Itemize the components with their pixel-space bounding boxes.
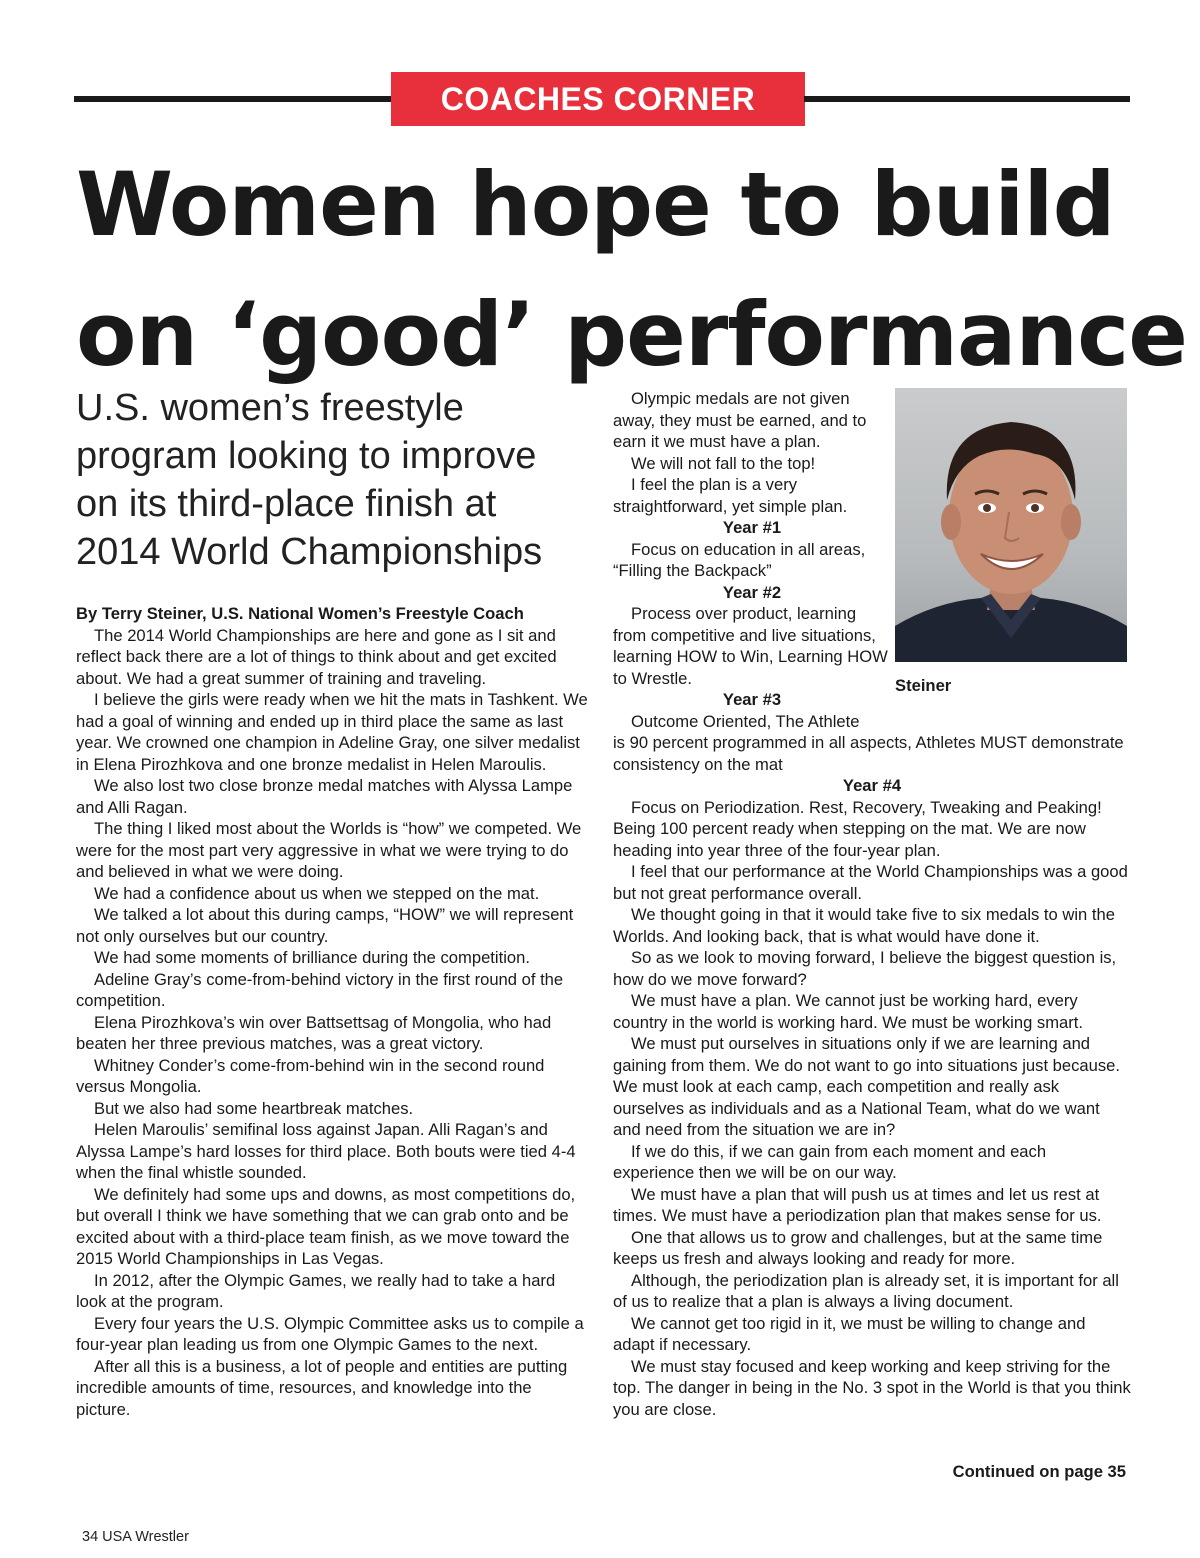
paragraph: We must have a plan that will push us at times and let us rest at times. We must have a periodization plan that makes sense for us. (613, 1184, 1102, 1225)
header-rule-left (74, 96, 392, 102)
paragraph: Every four years the U.S. Olympic Committee asks us to compile a four-year plan leading us from one Olympic Games to the next. (76, 1313, 584, 1354)
deck-line-1: U.S. women’s freestyle (76, 387, 464, 429)
paragraph: We cannot get too rigid in it, we must be willing to change and adapt if necessary. (613, 1313, 1086, 1354)
section-label: COACHES CORNER (391, 72, 805, 126)
deck-line-2: program looking to improve (76, 435, 537, 477)
paragraph: I feel that our performance at the World Championships was a good but not great performance overall. (613, 862, 1128, 903)
year-2-heading: Year #2 (722, 582, 782, 602)
paragraph: We also lost two close bronze medal matches with Alyssa Lampe and Alli Ragan. (76, 776, 573, 817)
paragraph: I believe the girls were ready when we hit the mats in Tashkent. We had a goal of winning and ended up in third place the same as last year. We crowned one champion in Adeline Gray, one silver medalist in Elena Pirozhkova and one bronze medalist in Helen Maroulis. (76, 690, 588, 774)
paragraph: So as we look to moving forward, I believe the biggest question is, how do we move forward? (613, 948, 1117, 989)
continued-on-page: Continued on page 35 (952, 1462, 1126, 1481)
photo-caption: Steiner (895, 676, 952, 695)
paragraph: Olympic medals are not given away, they must be earned, and to earn it we must have a plan. (613, 389, 867, 451)
year-3-heading: Year #3 (722, 690, 782, 709)
right-column-top (613, 388, 891, 732)
portrait-image (895, 388, 1127, 662)
paragraph: We had a confidence about us when we stepped on the mat. (94, 883, 540, 903)
paragraph: Focus on education in all areas, “Filling the Backpack” (613, 539, 866, 580)
paragraph: We thought going in that it would take five to six medals to win the Worlds. And looking back, that is what would have done it. (613, 905, 1115, 946)
paragraph: We had some moments of brilliance during the competition. (94, 948, 530, 967)
paragraph: Outcome Oriented, The Athlete (631, 711, 860, 731)
deck-line-3: on its third-place finish at (76, 483, 497, 525)
coach-photo (895, 388, 1127, 662)
paragraph: Process over product, learning from competitive and live situations, learning HOW to Win, Learning HOW to Wrestle. (613, 604, 888, 688)
paragraph: If we do this, if we can gain from each moment and each experience then we will be on our way. (613, 1141, 1047, 1182)
deck-line-4: 2014 World Championships (76, 531, 543, 573)
paragraph: The thing I liked most about the Worlds is “how” we competed. We were for the most part very aggressive in what we were trying to do and believed in what we were doing. (76, 819, 582, 881)
headline (76, 140, 1187, 400)
paragraph: We must put ourselves in situations only if we are learning and gaining from them. We do not want to go into situations just because. We must look at each camp, each competition and really ask ourselves as individuals and as a National Team, what do we want and need from the situation we are in? (613, 1034, 1121, 1139)
paragraph: We will not fall to the top! (631, 453, 816, 473)
paragraph: After all this is a business, a lot of people and entities are putting incredible amounts of time, resources, and knowledge into the picture. (76, 1356, 568, 1419)
deck (76, 384, 586, 576)
paragraph: Adeline Gray’s come-from-behind victory in the first round of the competition. (76, 969, 564, 1010)
year-1-heading: Year #1 (722, 518, 782, 537)
header-rule-right (804, 96, 1130, 102)
paragraph: is 90 percent programmed in all aspects, Athletes MUST demonstrate consistency on the mat (613, 733, 1124, 774)
paragraph: But we also had some heartbreak matches. (94, 1098, 414, 1118)
paragraph: We must have a plan. We cannot just be working hard, every country in the world is working hard. We must be working smart. (613, 991, 1084, 1032)
paragraph: Whitney Conder’s come-from-behind win in the second round versus Mongolia. (76, 1055, 545, 1096)
paragraph: One that allows us to grow and challenges, but at the same time keeps us fresh and always looking and ready for more. (613, 1227, 1103, 1268)
paragraph: We talked a lot about this during camps, “HOW” we will represent not only ourselves but our country. (76, 905, 574, 946)
paragraph: Elena Pirozhkova’s win over Battsettsag of Mongolia, who had beaten her three previous matches, was a great victory. (76, 1012, 552, 1053)
right-column-bottom (613, 732, 1131, 1420)
paragraph: We definitely had some ups and downs, as most competitions do, but overall I think we have something that we can grab onto and be excited about with a third-place team finish, as we move toward the 2015 World Championships in Las Vegas. (76, 1184, 576, 1268)
page-folio: 34 USA Wrestler (82, 1529, 189, 1545)
paragraph: Although, the periodization plan is already set, it is important for all of us to realize that a plan is always a living document. (613, 1270, 1119, 1311)
headline-line-1: Women hope to build (76, 153, 1115, 256)
paragraph: In 2012, after the Olympic Games, we really had to take a hard look at the program. (76, 1270, 556, 1311)
paragraph: Focus on Periodization. Rest, Recovery, Tweaking and Peaking! Being 100 percent ready when stepping on the mat. We are now heading into year three of the four-year plan. (613, 797, 1102, 860)
paragraph: Helen Maroulis’ semifinal loss against Japan. Alli Ragan’s and Alyssa Lampe’s hard losses for third place. Both bouts were tied 4-4 when the final whistle sounded. (76, 1120, 576, 1182)
paragraph: The 2014 World Championships are here and gone as I sit and reflect back there are a lot of things to think about and get excited about. We had a great summer of training and traveling. (76, 625, 557, 688)
paragraph: We must stay focused and keep working and keep striving for the top. The danger in being in the No. 3 spot in the World is that you think you are close. (613, 1356, 1131, 1419)
paragraph: I feel the plan is a very straightforward, yet simple plan. (613, 475, 848, 516)
byline: By Terry Steiner, U.S. National Women’s Freestyle Coach (76, 604, 524, 623)
left-column (76, 603, 588, 1420)
year-4-heading: Year #4 (842, 776, 902, 795)
headline-line-2: on ‘good’ performance (76, 283, 1187, 386)
